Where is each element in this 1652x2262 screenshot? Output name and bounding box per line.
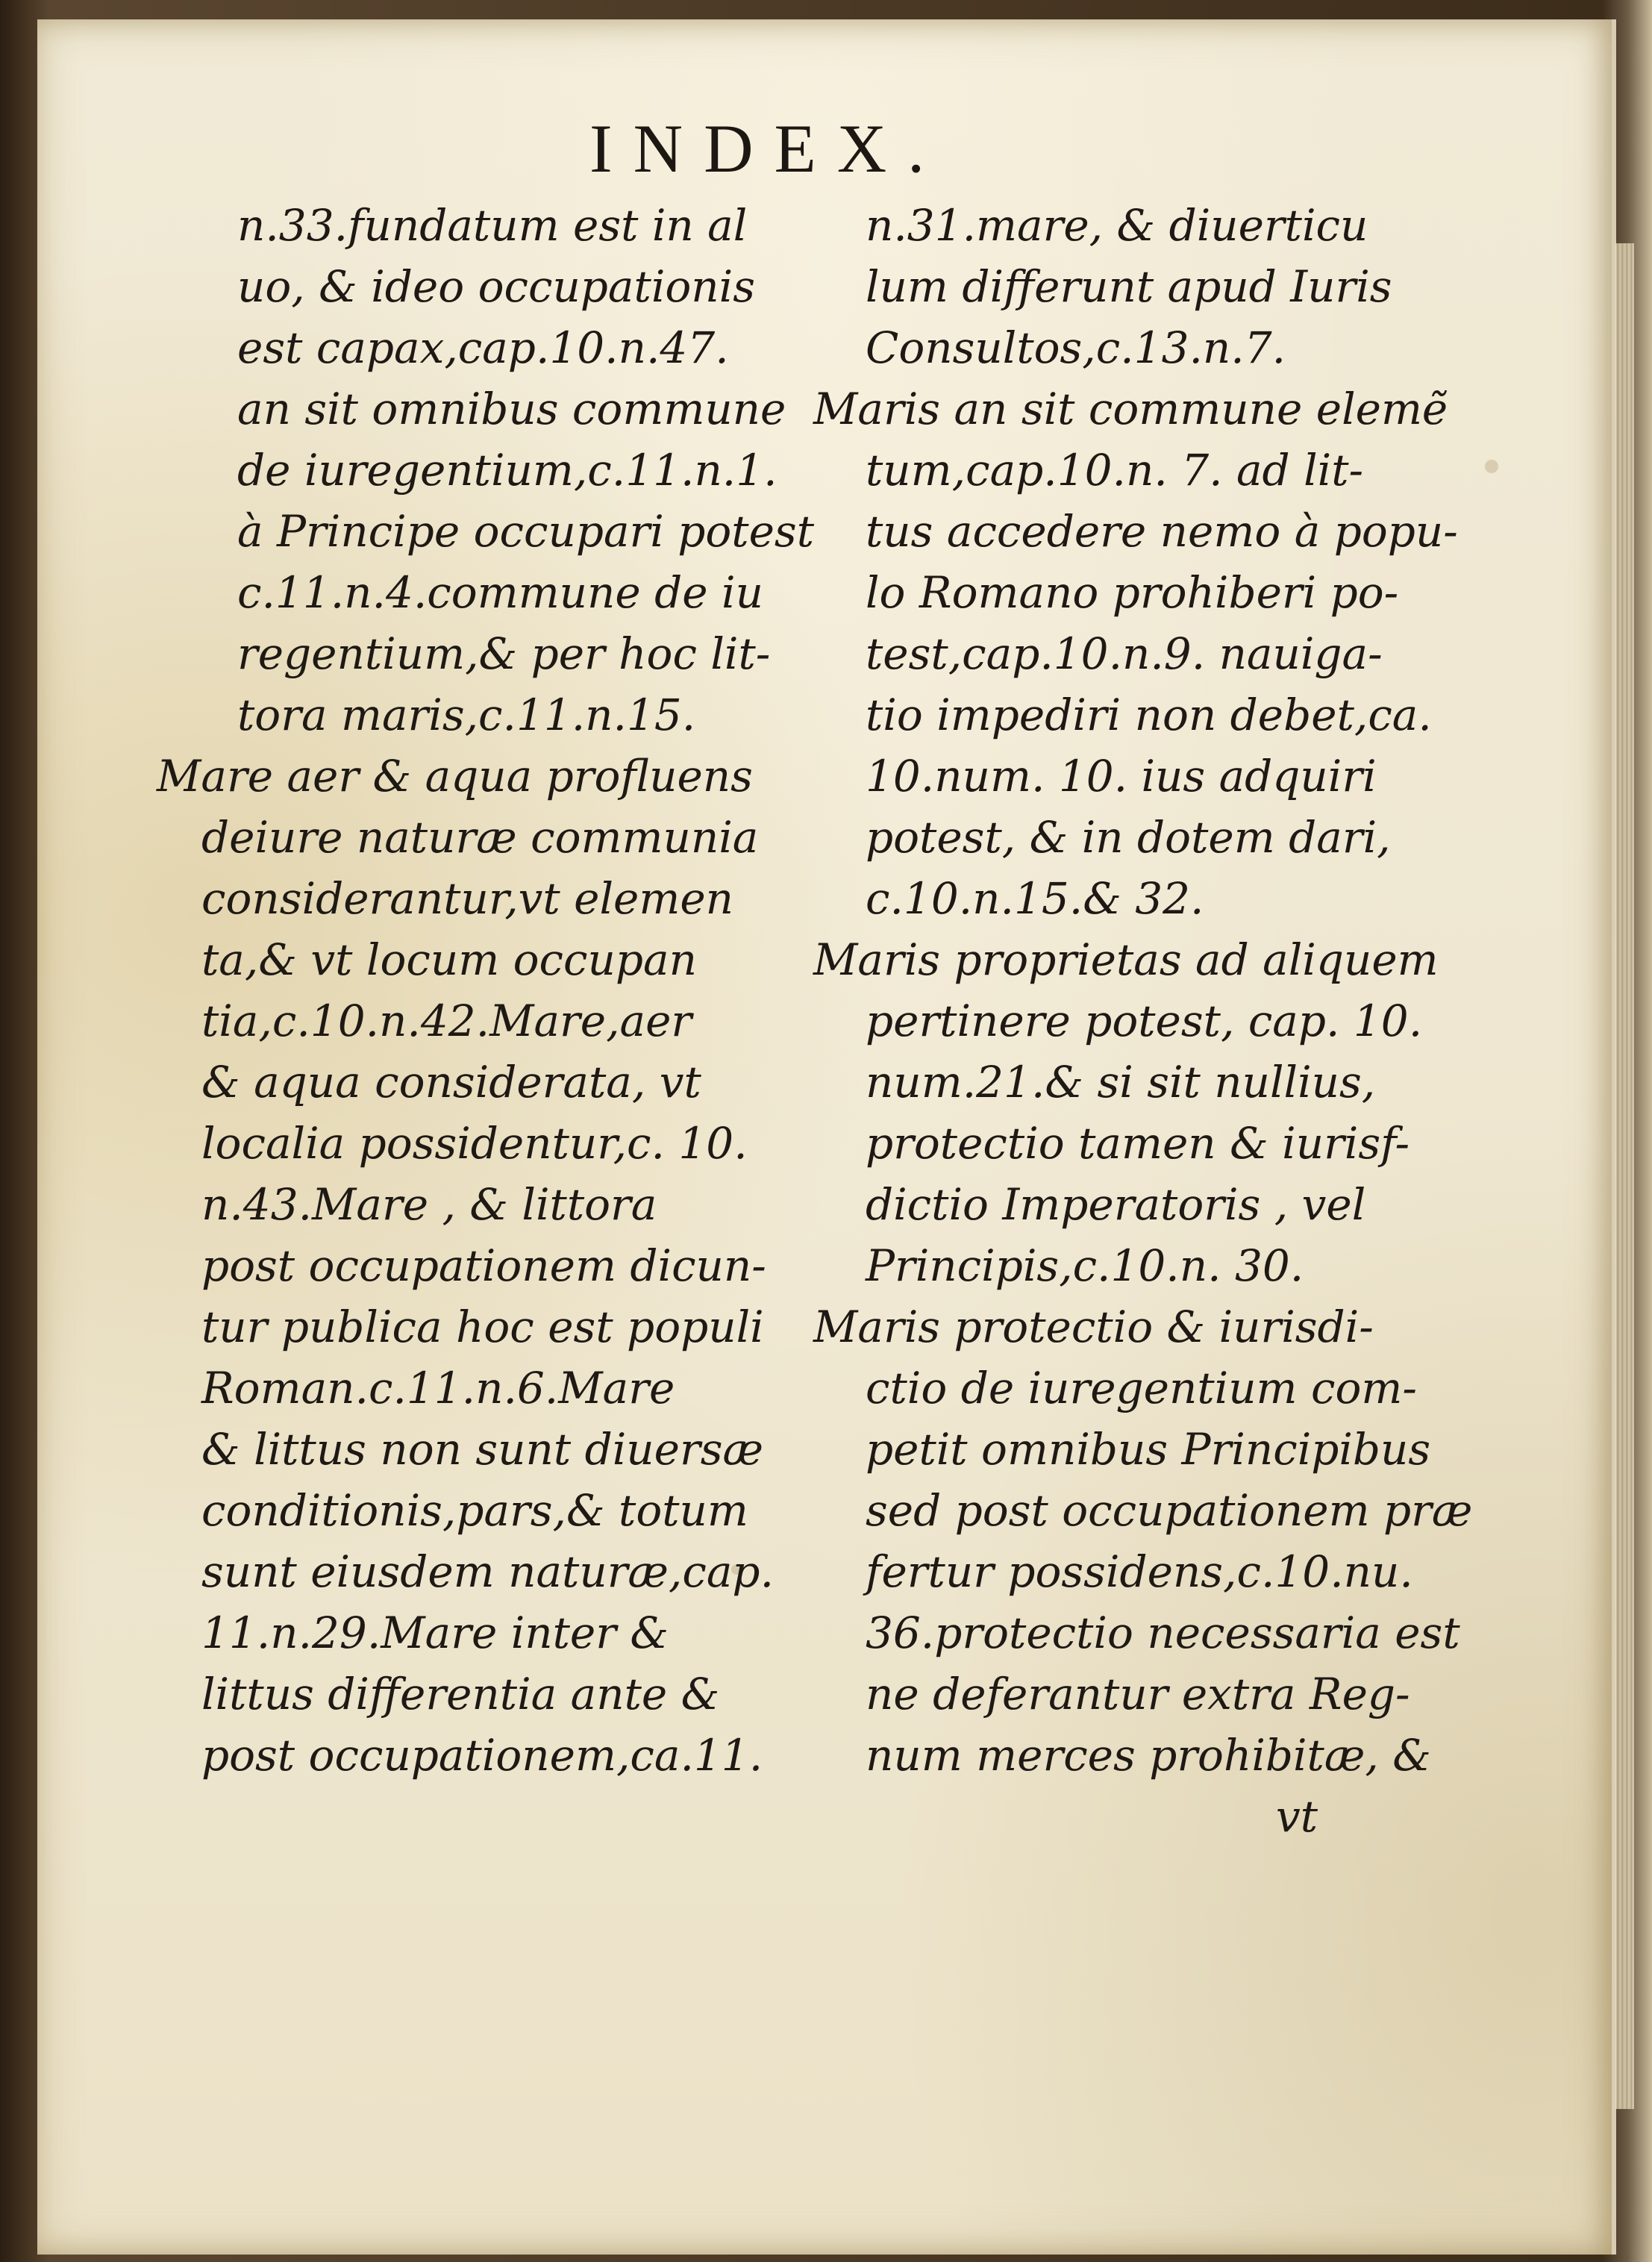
index-line: fertur possidens,c.10.nu. — [866, 1546, 1413, 1597]
index-line: est capax,cap.10.n.47. — [237, 322, 729, 373]
index-line: post occupationem,ca.11. — [201, 1730, 763, 1781]
catchword: vt — [1276, 1791, 1318, 1842]
index-line: sed post occupationem præ — [866, 1485, 1473, 1536]
index-entry-heading: Maris proprietas ad aliquem — [813, 934, 1439, 985]
index-entry-heading: Maris an sit commune elemẽ — [813, 384, 1448, 434]
index-line: Consultos,c.13.n.7. — [866, 322, 1286, 373]
index-line: 11.n.29.Mare inter & — [201, 1608, 669, 1658]
index-line: n.43.Mare , & littora — [201, 1179, 657, 1230]
index-line: protectio tamen & iurisf- — [866, 1118, 1410, 1169]
index-line: regentium,& per hoc lit- — [237, 628, 771, 679]
index-line: Roman.c.11.n.6.Mare — [201, 1363, 675, 1413]
index-line: potest, & in dotem dari, — [866, 812, 1391, 863]
index-line: & littus non sunt diuersæ — [201, 1424, 763, 1475]
index-line: petit omnibus Principibus — [866, 1424, 1431, 1475]
index-line: lum differunt apud Iuris — [866, 261, 1392, 312]
index-line: n.33.fundatum est in al — [237, 200, 748, 251]
index-line: tio impediri non debet,ca. — [866, 690, 1432, 740]
index-line: & aqua considerata, vt — [201, 1057, 701, 1107]
index-line: dictio Imperatoris , vel — [866, 1179, 1366, 1230]
index-line: littus differentia ante & — [201, 1669, 720, 1719]
index-line: tum,cap.10.n. 7. ad lit- — [866, 445, 1364, 496]
index-entry-heading: Mare aer & aqua profluens — [157, 751, 753, 802]
index-line: tia,c.10.n.42.Mare,aer — [201, 996, 692, 1046]
index-line: conditionis,pars,& totum — [201, 1485, 748, 1536]
index-line: deiure naturæ communia — [201, 812, 759, 863]
index-line: ctio de iuregentium com- — [866, 1363, 1417, 1413]
index-line: 36.protectio necessaria est — [866, 1608, 1460, 1658]
index-line: sunt eiusdem naturæ,cap. — [201, 1546, 774, 1597]
index-line: n.31.mare, & diuerticu — [866, 200, 1368, 251]
running-head: INDEX. — [589, 110, 946, 187]
index-line: tora maris,c.11.n.15. — [237, 690, 696, 740]
index-line: considerantur,vt elemen — [201, 873, 734, 924]
page-edges — [1615, 243, 1634, 2109]
index-entry-heading: Maris protectio & iurisdi- — [813, 1302, 1374, 1352]
index-line: de iuregentium,c.11.n.1. — [237, 445, 777, 496]
left-column — [157, 195, 815, 1786]
index-line: ta,& vt locum occupan — [201, 934, 697, 985]
index-line: localia possidentur,c. 10. — [201, 1118, 748, 1169]
index-line: tur publica hoc est populi — [201, 1302, 764, 1352]
ink-spot — [1485, 460, 1498, 473]
index-line: ne deferantur extra Reg- — [866, 1669, 1410, 1719]
index-line: tus accedere nemo à popu- — [866, 506, 1458, 557]
index-line: c.11.n.4.commune de iu — [237, 567, 763, 618]
index-line: c.10.n.15.& 32. — [866, 873, 1204, 924]
index-line: lo Romano prohiberi po- — [866, 567, 1399, 618]
index-line: post occupationem dicun- — [201, 1240, 766, 1291]
index-line: num merces prohibitæ, & — [866, 1730, 1431, 1781]
right-column — [813, 195, 1473, 1847]
index-line: an sit omnibus commune — [237, 384, 786, 434]
index-line: Principis,c.10.n. 30. — [866, 1240, 1304, 1291]
index-line: uo, & ideo occupationis — [237, 261, 755, 312]
index-line: num.21.& si sit nullius, — [866, 1057, 1376, 1107]
book-page — [37, 19, 1616, 2255]
index-line: 10.num. 10. ius adquiri — [866, 751, 1377, 802]
index-line: pertinere potest, cap. 10. — [866, 996, 1423, 1046]
index-line: test,cap.10.n.9. nauiga- — [866, 628, 1383, 679]
index-line: à Principe occupari potest — [237, 506, 815, 557]
